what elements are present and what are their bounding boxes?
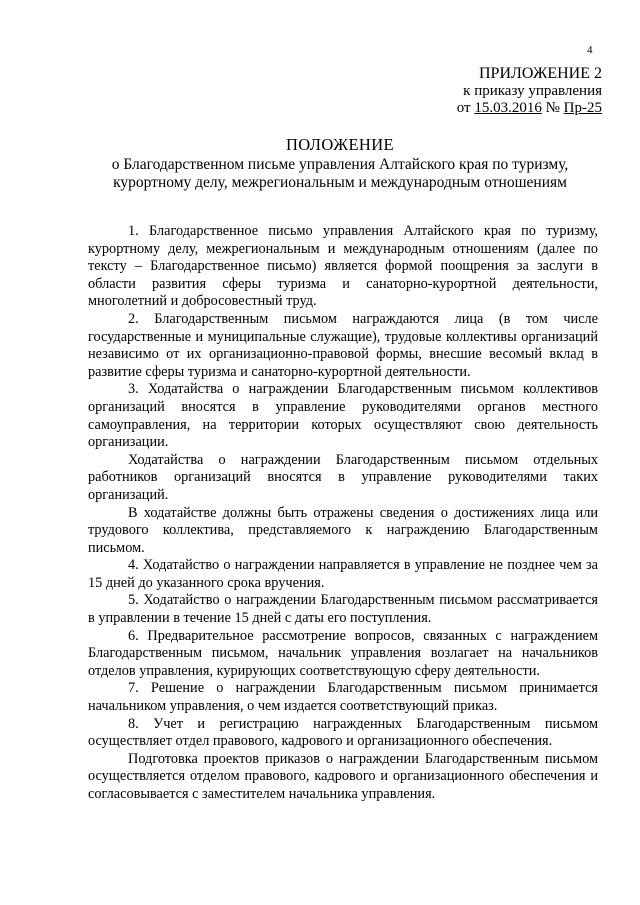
paragraph-5: 5. Ходатайство о награждении Благодарственным письмом рассматривается в управлении в течение 15 дней с даты его поступления.	[88, 592, 598, 627]
paragraph-4: 4. Ходатайство о награждении направляется в управление не позднее чем за 15 дней до указанного срока вручения.	[88, 557, 598, 591]
document-body	[88, 223, 598, 804]
paragraph-6: 6. Предварительное рассмотрение вопросов, связанных с награждением Благодарственным письмом, начальник управления возлагает на начальников отделов управления, курирующих соответствующую сферу деятельности.	[88, 627, 598, 679]
document-subtitle: о Благодарственном письме управления Алтайского края по туризму, курортному делу, межрегиональным и международным отношениям	[111, 155, 569, 191]
appendix-block	[457, 64, 602, 117]
paragraph-3-individuals: Ходатайства о награждении Благодарственным письмом отдельных работников организаций вносятся в управление руководителями таких организаций.	[88, 451, 598, 503]
paragraph-7: 7. Решение о награждении Благодарственным письмом принимается начальником управления, о чем издается соответствующий приказ.	[88, 680, 598, 715]
paragraph-2: 2. Благодарственным письмом награждаются лица (в том числе государственные и муниципальные служащие), трудовые коллективы организаций независимо от их организационно-правовой формы, внесшие весомый вклад в развитие сферы туризма и санаторно-курортной деятельности.	[88, 310, 598, 380]
appendix-number-sign: №	[545, 100, 560, 116]
document-title: ПОЛОЖЕНИЕ	[285, 135, 395, 154]
appendix-date: 15.03.2016	[474, 100, 542, 116]
document-heading	[80, 136, 600, 193]
paragraph-3: 3. Ходатайства о награждении Благодарственным письмом коллективов организаций вносятся в управление руководителями органов местного самоуправления, на территории которых осуществляют свою деятельность организации.	[88, 381, 598, 451]
appendix-order-line: к приказу управления	[463, 83, 602, 99]
paragraph-3-content: В ходатайстве должны быть отражены сведения о достижениях лица или трудового коллектива, представляемого к награждению Благодарственным письмом.	[88, 504, 598, 556]
appendix-title: ПРИЛОЖЕНИЕ 2	[478, 65, 602, 82]
paragraph-8-preparation: Подготовка проектов приказов о награждении Благодарственным письмом осуществляется отделом правового, кадрового и организационного обеспечения и согласовывается с заместителем начальника управления.	[88, 750, 598, 802]
appendix-number: Пр-25	[563, 100, 602, 116]
paragraph-1: 1. Благодарственное письмо управления Алтайского края по туризму, курортному делу, межрегиональным и международным отношениям (далее по тексту – Благодарственное письмо) является формой поощрения за заслуги в области развития сферы туризма и санаторно-курортной деятельности, многолетний и добросовестный труд.	[88, 223, 598, 310]
page-number: 4	[587, 44, 593, 56]
appendix-date-prefix: от	[456, 100, 471, 116]
appendix-date-line	[457, 100, 602, 117]
paragraph-8: 8. Учет и регистрацию награжденных Благодарственным письмом осуществляет отдел правового, кадрового и организационного обеспечения.	[88, 715, 598, 750]
